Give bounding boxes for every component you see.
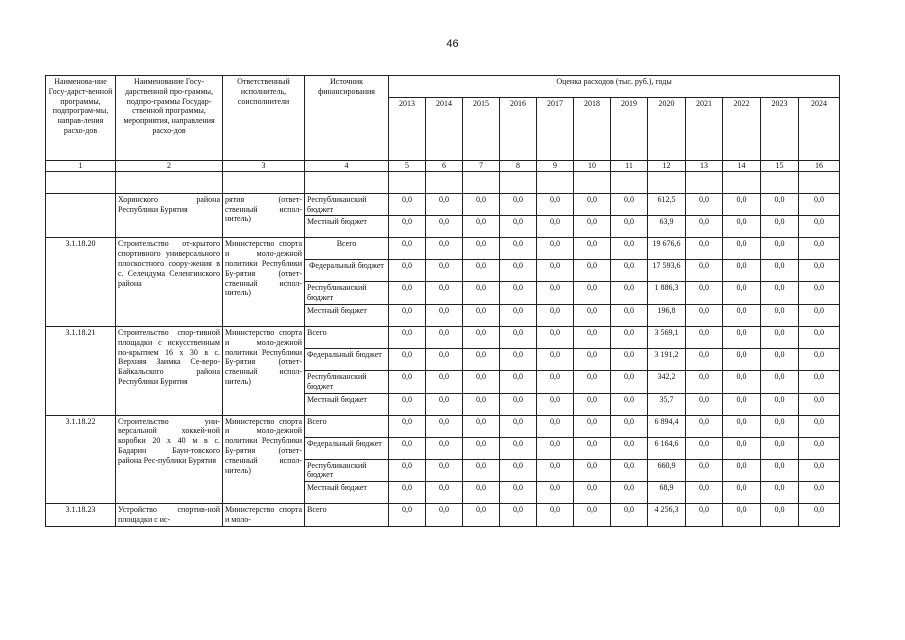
separator-cell [799,171,840,193]
year-value: 0,0 [686,193,723,216]
year-value: 0,0 [686,216,723,238]
funding-source: Всего [305,238,389,260]
year-value: 0,0 [723,216,761,238]
separator-cell [305,171,389,193]
year-value: 0,0 [761,437,799,459]
year-value: 0,0 [426,482,463,504]
year-value: 0,0 [500,437,537,459]
header-column-numbers [46,161,840,172]
year-value: 0,0 [611,415,648,437]
year-value: 0,0 [426,216,463,238]
year-value: 0,0 [500,304,537,326]
funding-source: Всего [305,504,389,527]
header-column-number: 11 [611,161,648,172]
year-value: 0,0 [611,437,648,459]
year-value: 0,0 [426,282,463,305]
year-value: 0,0 [611,459,648,482]
year-value: 0,0 [723,459,761,482]
separator-row [46,171,840,193]
separator-cell [46,171,116,193]
measure-code: 3.1.18.22 [46,415,116,504]
year-value: 0,0 [686,348,723,370]
funding-source: Республиканский бюджет [305,370,389,393]
year-value: 0,0 [761,282,799,305]
separator-cell [611,171,648,193]
year-value: 0,0 [389,238,426,260]
year-value: 0,0 [389,504,426,527]
year-value: 0,0 [389,282,426,305]
year-value: 0,0 [463,260,500,282]
year-value: 0,0 [426,193,463,216]
header-column-number: 15 [761,161,799,172]
funding-source: Республиканский бюджет [305,282,389,305]
year-value: 0,0 [389,415,426,437]
funding-source: Местный бюджет [305,482,389,504]
year-value: 0,0 [799,216,840,238]
year-value: 0,0 [537,282,574,305]
year-value: 0,0 [723,504,761,527]
year-value: 612,5 [648,193,686,216]
year-value: 0,0 [761,415,799,437]
year-value: 0,0 [537,482,574,504]
year-value: 0,0 [799,437,840,459]
year-value: 0,0 [686,260,723,282]
measure-executor: Министерство спорта и моло-дежной политики Республики Бу-рятия (ответ-ственный испол-нитель) [223,326,305,415]
year-value: 0,0 [686,393,723,415]
year-value: 0,0 [463,504,500,527]
year-value: 0,0 [500,459,537,482]
year-value: 0,0 [537,504,574,527]
table-body [46,171,840,526]
header-year: 2019 [611,98,648,161]
year-value: 0,0 [463,326,500,348]
year-value: 0,0 [799,238,840,260]
year-value: 0,0 [611,282,648,305]
header-year: 2023 [761,98,799,161]
year-value: 0,0 [761,459,799,482]
year-value: 0,0 [799,370,840,393]
year-value: 0,0 [426,326,463,348]
header-year: 2018 [574,98,611,161]
year-value: 0,0 [761,238,799,260]
year-value: 0,0 [574,415,611,437]
year-value: 0,0 [574,326,611,348]
year-value: 0,0 [463,482,500,504]
year-value: 0,0 [723,193,761,216]
year-value: 0,0 [500,238,537,260]
year-value: 0,0 [761,304,799,326]
year-value: 0,0 [686,326,723,348]
header-column-number: 8 [500,161,537,172]
header-column-number: 1 [46,161,116,172]
year-value: 0,0 [799,348,840,370]
year-value: 0,0 [426,415,463,437]
year-value: 0,0 [537,437,574,459]
year-value: 0,0 [389,348,426,370]
measure-name: Строительство спор-тивной площадки с искусственным по-крытием 16 х 30 в с. Верхняя Заимка Се-веро-Байкальского района Республики Бурятия [116,326,223,415]
year-value: 68,9 [648,482,686,504]
measure-code [46,193,116,238]
year-value: 0,0 [537,193,574,216]
year-value: 0,0 [537,260,574,282]
header-column-number: 5 [389,161,426,172]
measure-name: Устройство спортив-ной площадки с ис- [116,504,223,527]
year-value: 0,0 [389,437,426,459]
header-name: Наименование Госу-дарственной про-граммы, подпро-граммы Государ-ственной программы, мероприятия, направления расхо-дов [116,76,223,161]
measure-name: Строительство уни-версальной хоккей-ной коробки 20 х 40 м в с. Бадарин Баун-товского района Рес-публики Бурятия [116,415,223,504]
header-year: 2015 [463,98,500,161]
separator-cell [686,171,723,193]
year-value: 342,2 [648,370,686,393]
year-value: 0,0 [723,238,761,260]
year-value: 0,0 [574,304,611,326]
header-source: Источник финансирования [305,76,389,161]
year-value: 0,0 [761,393,799,415]
year-value: 660,9 [648,459,686,482]
year-value: 0,0 [611,482,648,504]
year-value: 0,0 [537,238,574,260]
year-value: 0,0 [500,348,537,370]
year-value: 0,0 [389,393,426,415]
year-value: 0,0 [574,348,611,370]
year-value: 0,0 [723,326,761,348]
year-value: 0,0 [761,348,799,370]
header-executor: Ответственный исполнитель, соисполнители [223,76,305,161]
year-value: 0,0 [611,326,648,348]
year-value: 0,0 [426,393,463,415]
year-value: 0,0 [611,304,648,326]
year-value: 0,0 [426,437,463,459]
year-value: 0,0 [426,459,463,482]
separator-cell [116,171,223,193]
year-value: 0,0 [799,326,840,348]
year-value: 0,0 [686,282,723,305]
year-value: 0,0 [611,370,648,393]
year-value: 0,0 [686,437,723,459]
year-value: 0,0 [500,282,537,305]
header-column-number: 10 [574,161,611,172]
year-value: 0,0 [723,482,761,504]
year-value: 35,7 [648,393,686,415]
year-value: 0,0 [389,459,426,482]
year-value: 0,0 [723,415,761,437]
year-value: 0,0 [761,504,799,527]
measure-executor: Министерство спорта и моло-дежной политики Республики Бу-рятия (ответ-ственный испол-нитель) [223,415,305,504]
year-value: 0,0 [686,415,723,437]
year-value: 0,0 [574,370,611,393]
funding-source: Федеральный бюджет [305,260,389,282]
header-column-number: 4 [305,161,389,172]
year-value: 6 894,4 [648,415,686,437]
year-value: 0,0 [799,260,840,282]
table-row [46,504,840,527]
separator-cell [723,171,761,193]
year-value: 0,0 [500,393,537,415]
year-value: 0,0 [463,304,500,326]
year-value: 0,0 [686,370,723,393]
year-value: 63,9 [648,216,686,238]
year-value: 0,0 [574,504,611,527]
funding-source: Федеральный бюджет [305,348,389,370]
year-value: 0,0 [574,393,611,415]
year-value: 0,0 [799,415,840,437]
separator-cell [389,171,426,193]
year-value: 0,0 [611,238,648,260]
year-value: 0,0 [500,370,537,393]
measure-executor: Министерство спорта и моло-дежной политики Республики Бу-рятия (ответ-ственный испол-нитель) [223,238,305,327]
year-value: 0,0 [463,348,500,370]
year-value: 0,0 [574,282,611,305]
measure-code: 3.1.18.21 [46,326,116,415]
header-spend-estimate: Оценка расходов (тыс. руб.), годы [389,76,840,98]
year-value: 0,0 [500,193,537,216]
header-column-number: 2 [116,161,223,172]
year-value: 0,0 [537,370,574,393]
measure-executor: Министерство спорта и моло- [223,504,305,527]
year-value: 0,0 [463,193,500,216]
year-value: 0,0 [799,482,840,504]
header-year: 2022 [723,98,761,161]
separator-cell [648,171,686,193]
year-value: 4 256,3 [648,504,686,527]
separator-cell [500,171,537,193]
year-value: 0,0 [686,238,723,260]
year-value: 0,0 [799,504,840,527]
year-value: 0,0 [426,304,463,326]
year-value: 0,0 [686,504,723,527]
header-column-number: 12 [648,161,686,172]
year-value: 0,0 [500,415,537,437]
year-value: 0,0 [686,304,723,326]
header-column-number: 7 [463,161,500,172]
year-value: 0,0 [723,282,761,305]
year-value: 0,0 [574,238,611,260]
measure-code: 3.1.18.23 [46,504,116,527]
year-value: 0,0 [426,504,463,527]
separator-cell [537,171,574,193]
year-value: 0,0 [611,393,648,415]
year-value: 6 164,6 [648,437,686,459]
header-column-number: 6 [426,161,463,172]
header-year: 2013 [389,98,426,161]
funding-source: Федеральный бюджет [305,437,389,459]
table-header [46,76,840,172]
year-value: 0,0 [799,193,840,216]
year-value: 0,0 [799,393,840,415]
year-value: 0,0 [389,193,426,216]
header-year: 2020 [648,98,686,161]
year-value: 0,0 [799,304,840,326]
year-value: 0,0 [426,238,463,260]
header-year: 2024 [799,98,840,161]
year-value: 0,0 [761,216,799,238]
year-value: 0,0 [611,216,648,238]
year-value: 0,0 [426,260,463,282]
year-value: 3 569,1 [648,326,686,348]
year-value: 0,0 [537,216,574,238]
year-value: 0,0 [686,482,723,504]
year-value: 0,0 [389,260,426,282]
measure-name: Строительство от-крытого спортивного универсального плоскостного соору-жения в с. Селендума Селенгинского района [116,238,223,327]
year-value: 0,0 [426,348,463,370]
year-value: 0,0 [723,437,761,459]
year-value: 0,0 [574,459,611,482]
year-value: 0,0 [463,238,500,260]
table-row [46,415,840,437]
year-value: 3 191,2 [648,348,686,370]
header-year: 2021 [686,98,723,161]
year-value: 0,0 [574,482,611,504]
year-value: 0,0 [389,304,426,326]
year-value: 0,0 [799,459,840,482]
year-value: 0,0 [463,393,500,415]
header-column-number: 13 [686,161,723,172]
year-value: 0,0 [500,482,537,504]
year-value: 0,0 [389,216,426,238]
header-year: 2017 [537,98,574,161]
table-row [46,326,840,348]
header-year: 2014 [426,98,463,161]
year-value: 17 593,6 [648,260,686,282]
year-value: 0,0 [723,370,761,393]
year-value: 0,0 [537,326,574,348]
year-value: 0,0 [723,304,761,326]
measure-executor: рятия (ответ-ственный испол-нитель) [223,193,305,238]
header-program: Наименова-ние Госу-дарст-венной программы, подпрограм-мы, направ-ления расхо-дов [46,76,116,161]
year-value: 0,0 [463,459,500,482]
year-value: 0,0 [761,482,799,504]
year-value: 0,0 [761,370,799,393]
year-value: 0,0 [537,348,574,370]
measure-name: Хоринского района Республики Бурятия [116,193,223,238]
year-value: 0,0 [537,459,574,482]
year-value: 0,0 [761,260,799,282]
separator-cell [426,171,463,193]
funding-source: Республиканский бюджет [305,459,389,482]
year-value: 0,0 [574,193,611,216]
year-value: 0,0 [723,348,761,370]
header-column-number: 16 [799,161,840,172]
year-value: 0,0 [500,260,537,282]
year-value: 0,0 [611,193,648,216]
year-value: 1 886,3 [648,282,686,305]
year-value: 0,0 [611,504,648,527]
year-value: 0,0 [574,260,611,282]
funding-source: Республиканский бюджет [305,193,389,216]
funding-source: Всего [305,415,389,437]
year-value: 0,0 [723,260,761,282]
table-row [46,193,840,216]
year-value: 0,0 [611,260,648,282]
year-value: 19 676,6 [648,238,686,260]
year-value: 0,0 [389,482,426,504]
header-column-number: 3 [223,161,305,172]
measure-code: 3.1.18.20 [46,238,116,327]
year-value: 0,0 [537,304,574,326]
year-value: 0,0 [463,282,500,305]
separator-cell [223,171,305,193]
year-value: 0,0 [463,216,500,238]
year-value: 0,0 [537,415,574,437]
year-value: 0,0 [799,282,840,305]
year-value: 0,0 [686,459,723,482]
year-value: 0,0 [463,437,500,459]
funding-source: Всего [305,326,389,348]
header-column-number: 14 [723,161,761,172]
funding-source: Местный бюджет [305,304,389,326]
separator-cell [574,171,611,193]
year-value: 0,0 [500,326,537,348]
year-value: 0,0 [761,326,799,348]
year-value: 0,0 [574,216,611,238]
year-value: 0,0 [500,216,537,238]
separator-cell [463,171,500,193]
year-value: 196,8 [648,304,686,326]
page-number: 46 [446,38,459,50]
header-year: 2016 [500,98,537,161]
funding-source: Местный бюджет [305,216,389,238]
year-value: 0,0 [723,393,761,415]
year-value: 0,0 [389,326,426,348]
year-value: 0,0 [574,437,611,459]
funding-source: Местный бюджет [305,393,389,415]
year-value: 0,0 [761,193,799,216]
year-value: 0,0 [426,370,463,393]
header-column-number: 9 [537,161,574,172]
year-value: 0,0 [537,393,574,415]
year-value: 0,0 [463,370,500,393]
table-row [46,238,840,260]
year-value: 0,0 [611,348,648,370]
year-value: 0,0 [500,504,537,527]
separator-cell [761,171,799,193]
budget-table [45,75,840,527]
year-value: 0,0 [463,415,500,437]
year-value: 0,0 [389,370,426,393]
